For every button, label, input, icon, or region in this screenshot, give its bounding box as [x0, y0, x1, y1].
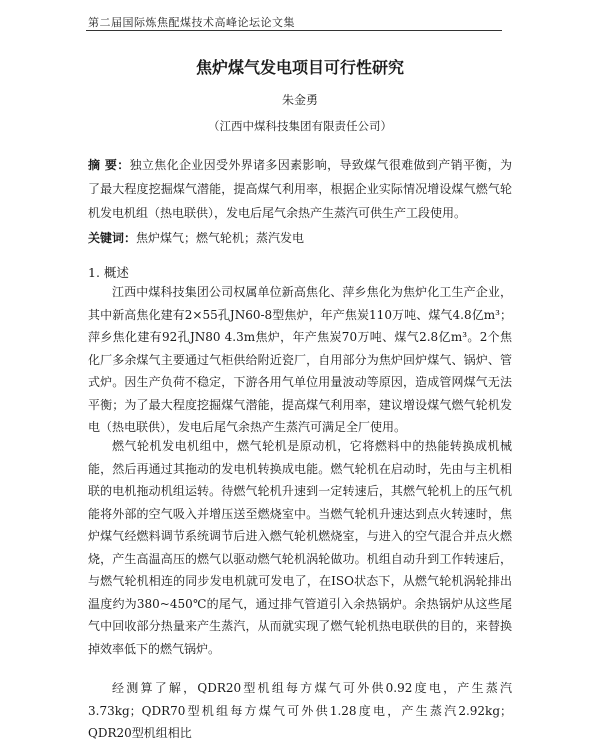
keywords-text: 焦炉煤气；燃气轮机；蒸汽发电 [136, 231, 305, 245]
abstract-label: 摘 要： [88, 158, 130, 172]
abstract [88, 153, 512, 225]
body-paragraph: 经测算了解，QDR20型机组每方煤气可外供0.92度电，产生蒸汽3.73kg；QDR70型机组每方煤气可外供1.28度电，产生蒸汽2.92kg；QDR20型机组相比 [88, 681, 512, 740]
author-name: 朱金勇 [281, 93, 318, 107]
keywords-label: 关键词： [88, 231, 137, 245]
keywords [88, 226, 512, 250]
header-rule [86, 30, 502, 31]
section-heading: 1. 概述 [88, 265, 129, 280]
running-head: 第二届国际炼焦配煤技术高峰论坛论文集 [88, 16, 295, 29]
affiliation: （江西中煤科技集团有限责任公司） [208, 119, 392, 133]
abstract-text: 独立焦化企业因受外界诸多因素影响，导致煤气很难做到产销平衡，为了最大程度挖掘煤气潜能，提高煤气利用率，根据企业实际情况增设煤气燃气轮机发电机组（热电联供），发电后尾气余热产生蒸汽可供生产工段使用。 [88, 158, 512, 220]
paper-title: 焦炉煤气发电项目可行性研究 [195, 58, 404, 77]
body-paragraph: 燃气轮机发电机组中，燃气轮机是原动机，它将燃料中的热能转换成机械能，然后再通过其拖动的发电机转换成电能。燃气轮机在启动时，先由与主机相联的电机拖动机组运转。待燃气轮机升速到一定转速后，其燃气轮机上的压气机能将外部的空气吸入并增压送至燃烧室中。当燃气轮机升速达到点火转速时，焦炉煤气经燃料调节系统调节后进入燃气轮机燃烧室，与进入的空气混合并点火燃烧，产生高温高压的燃气以驱动燃气轮机涡轮做功。机组自动升到工作转速后，与燃气轮机相连的同步发电机就可发电了，在ISO状态下，从燃气轮机涡轮排出温度约为380~450℃的尾气，通过排气管道引入余热锅炉。余热锅炉从这些尾气中回收部分热量来产生蒸汽，从而就实现了燃气轮机热电联供的目的，来替换掉效率低下的燃气锅炉。 [88, 439, 512, 656]
body-paragraph: 江西中煤科技集团公司权属单位新高焦化、萍乡焦化为焦炉化工生产企业，其中新高焦化建有2×55孔JN60-8型焦炉，年产焦炭110万吨、煤气4.8亿m³；萍乡焦化建有92孔JN80 4.3m焦炉，年产焦炭70万吨、煤气2.8亿m³。2个焦化厂多余煤气主要通过气柜供给附近瓷厂，自用部分为焦炉回炉煤气、锅炉、管式炉。因生产负荷不稳定，下游各用气单位用量波动等原因，造成管网煤气无法平衡；为了最大程度挖掘煤气潜能，提高煤气利用率，建议增设煤气燃气轮机发电（热电联供），发电后尾气余热产生蒸汽可满足全厂使用。 [88, 285, 512, 434]
